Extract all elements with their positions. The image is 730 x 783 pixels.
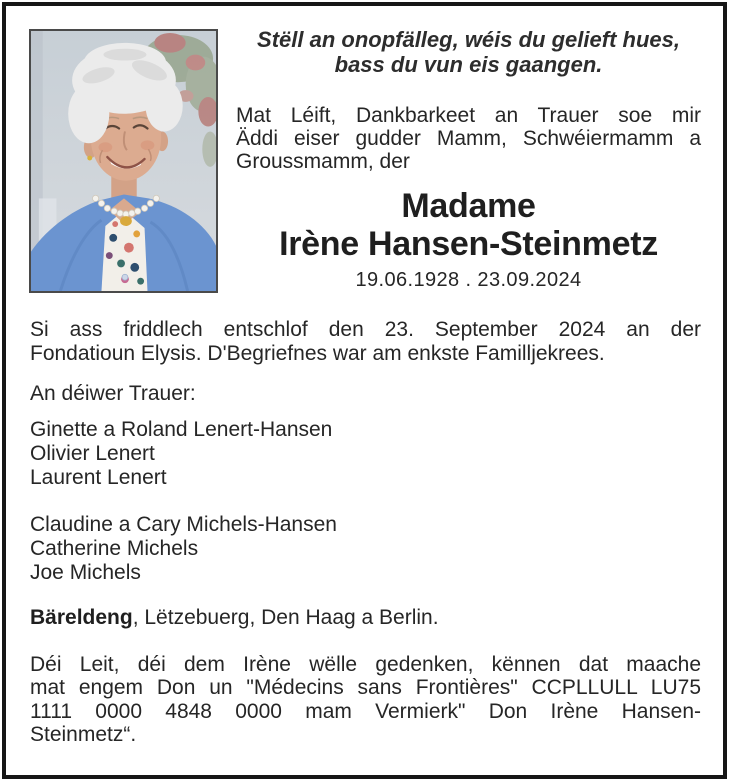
header-column — [236, 27, 701, 292]
donation-line: 1111 0000 4848 0000 mam Vermierk" Don Irène Hansen- — [30, 699, 701, 723]
donation-line: Déi Leit, déi dem Irène wëlle gedenken, kënnen dat maache — [30, 652, 701, 676]
deceased-name: Irène Hansen-Steinmetz — [279, 225, 658, 263]
intro-line: Groussmamm, der — [236, 150, 410, 173]
intro-line: Mat Léift, Dankbarkeet an Trauer soe mir — [236, 104, 701, 127]
family-member: Olivier Lenert — [30, 441, 155, 465]
portrait-photo — [29, 29, 218, 293]
residence-rest: , Lëtzebuerg, Den Haag a Berlin. — [132, 605, 439, 629]
family-member: Joe Michels — [30, 560, 141, 584]
mourning-label: An déiwer Trauer: — [30, 382, 196, 405]
quote-line: Stëll an onopfälleg, wéis du gelieft hues, — [257, 27, 680, 52]
gold-pendant — [120, 216, 132, 226]
donation-line: mat engem Don un "Médecins sans Frontières" CCPLLULL LU75 — [30, 676, 701, 699]
family-member: Catherine Michels — [30, 536, 199, 560]
life-dates: 19.06.1928 . 23.09.2024 — [355, 269, 582, 291]
family-member: Claudine a Cary Michels-Hansen — [30, 512, 337, 536]
family-member: Laurent Lenert — [30, 465, 167, 489]
family-group-2 — [30, 513, 701, 585]
intro-line: Äddi eiser gudder Mamm, Schwéiermamm a — [236, 127, 701, 150]
residence-line — [30, 606, 701, 630]
intro-paragraph — [236, 104, 701, 173]
announcement-line: Si ass friddlech entschlof den 23. September 2024 an der — [30, 318, 701, 341]
body-column — [30, 318, 701, 747]
death-announcement — [30, 318, 701, 365]
announcement-line: Fondatioun Elysis. D'Begriefnes war am enkste Familljekrees. — [30, 341, 605, 365]
residence-place: Bäreldeng — [30, 605, 133, 629]
donation-paragraph — [30, 653, 701, 747]
donation-line: Steinmetz“. — [30, 723, 137, 746]
portrait-photo-illustration — [31, 31, 216, 291]
deceased-name-block — [236, 187, 701, 292]
deceased-title: Madame — [401, 187, 536, 225]
memorial-quote — [236, 27, 701, 77]
quote-line: bass du vun eis gaangen. — [334, 52, 603, 77]
family-member: Ginette a Roland Lenert-Hansen — [30, 417, 333, 441]
family-group-1 — [30, 418, 701, 490]
